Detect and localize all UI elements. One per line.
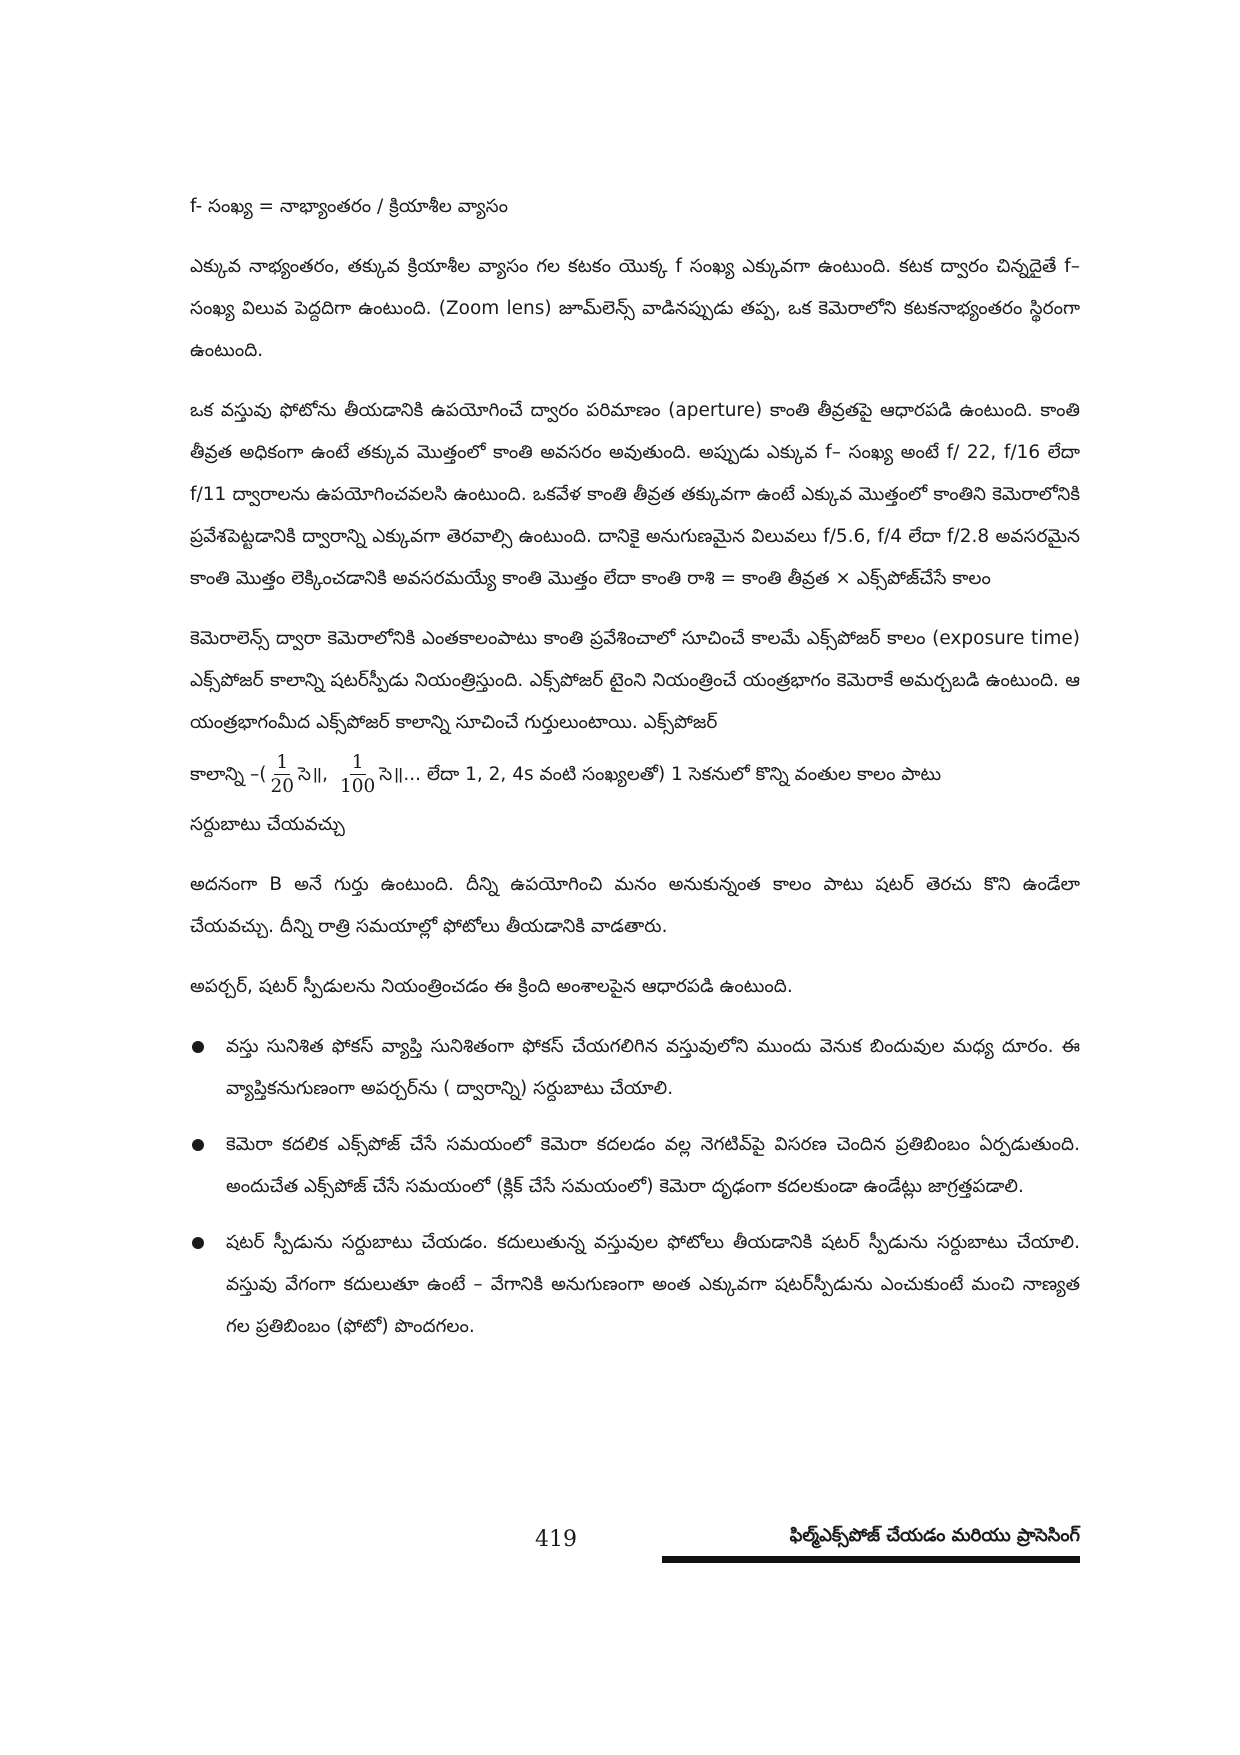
list-item (190, 1124, 1080, 1208)
paragraph-aperture: ఒక వస్తువు ఫోటోను తీయడానికి ఉపయోగించే ద్వారం పరిమాణం (aperture) కాంతి తీవ్రతపై ఆధారపడి ఉంటుంది. కాంతి తీవ్రత అధికంగా ఉంటే తక్కువ మొత్తంలో కాంతి అవసరం అవుతుంది. అప్పుడు ఎక్కువ f– సంఖ్య అంటే f/ 22, f/16 లేదా f/11 ద్వారాలను ఉపయోగించవలసి ఉంటుంది. ఒకవేళ కాంతి తీవ్రత తక్కువగా ఉంటే ఎక్కువ మొత్తంలో కాంతిని కెమెరాలోనికి ప్రవేశపెట్టడానికి ద్వారాన్ని ఎక్కువగా తెరవాల్సి ఉంటుంది. దానికై అనుగుణమైన విలువలు f/5.6, f/4 లేదా f/2.8 అవసరమైన కాంతి మొత్తం లెక్కించడానికి అవసరమయ్యే కాంతి మొత్తం లేదా కాంతి రాశి = కాంతి తీవ్రత × ఎక్స్‌పోజ్‌చేసే కాలం (190, 400, 1080, 589)
chapter-title: ఫిల్మ్‌ఎక్స్‌పోజ్ చేయడం మరియు ప్రాసెసింగ్ (789, 1525, 1080, 1546)
fraction-line-suffix: సె॥... లేదా 1, 2, 4s వంటి సంఖ్యలతో) 1 సెకనులో కొన్ని వంతుల కాలం పాటు (379, 764, 942, 785)
fraction-numerator: 1 (276, 751, 289, 773)
fraction-denominator: 100 (339, 775, 376, 797)
list-item (190, 1222, 1080, 1348)
list-item (190, 1026, 1080, 1110)
paragraph-bulb-mode: అదనంగా B అనే గుర్తు ఉంటుంది. దీన్ని ఉపయోగించి మనం అనుకున్నంత కాలం పాటు షటర్ తెరచు కొని ఉండేలా చేయవచ్చు. దీన్ని రాత్రి సమయాల్లో ఫోటోలు తీయడానికి వాడతారు. (190, 874, 1080, 937)
page-footer (190, 1525, 1080, 1565)
factors-list (190, 1026, 1080, 1348)
fraction-1-20 (268, 752, 296, 799)
bullet-icon (192, 1041, 204, 1053)
bullet-icon (192, 1237, 204, 1249)
f-number-formula: f- సంఖ్య = నాభ్యాంతరం / క్రియాశీల వ్యాసం (190, 196, 508, 217)
fraction-line (190, 746, 1080, 804)
bullet-icon (192, 1139, 204, 1151)
list-item-text: వస్తు సునిశిత ఫోకస్ వ్యాప్తి సునిశితంగా ఫోకస్ చేయగలిగిన వస్తువులోని ముందు వెనుక బిందువుల మధ్య దూరం. ఈ వ్యాప్తికనుగుణంగా అపర్చర్‌ను ( ద్వారాన్ని) సర్దుబాటు చేయాలి. (226, 1036, 1080, 1099)
paragraph-controls-intro: అపర్చర్, షటర్ స్పీడులను నియంత్రించడం ఈ క్రింది అంశాలపైన ఆధారపడి ఉంటుంది. (190, 976, 793, 997)
fraction-numerator: 1 (351, 751, 364, 773)
page-body (190, 190, 1080, 1362)
fraction-line-middle: సె॥, (298, 764, 328, 785)
fraction-line-prefix: కాలాన్ని –( (190, 764, 267, 785)
paragraph-adjustable: సర్దుబాటు చేయవచ్చు (190, 814, 345, 835)
paragraph-exposure-time: కెమెరాలెన్స్ ద్వారా కెమెరాలోనికి ఎంతకాలంపాటు కాంతి ప్రవేశించాలో సూచించే కాలమే ఎక్స్‌పోజర్ కాలం (exposure time) ఎక్స్‌పోజర్ కాలాన్ని షటర్‌స్పీడు నియంత్రిస్తుంది. ఎక్స్‌పోజర్ టైంని నియంత్రించే యంత్రభాగం కెమెరాకే అమర్చబడి ఉంటుంది. ఆ యంత్రభాగంమీద ఎక్స్‌పోజర్ కాలాన్ని సూచించే గుర్తులుంటాయి. ఎక్స్‌పోజర్ (190, 628, 1080, 733)
fraction-1-100 (338, 752, 377, 799)
paragraph-focal-length: ఎక్కువ నాభ్యంతరం, తక్కువ క్రియాశీల వ్యాసం గల కటకం యొక్క f సంఖ్య ఎక్కువగా ఉంటుంది. కటక ద్వారం చిన్నదైతే f– సంఖ్య విలువ పెద్దదిగా ఉంటుంది. (Zoom lens) జూమ్‌లెన్స్ వాడినప్పుడు తప్ప, ఒక కెమెరాలోని కటకనాభ్యంతరం స్థిరంగా ఉంటుంది. (190, 256, 1080, 361)
list-item-text: కెమెరా కదలిక ఎక్స్‌పోజ్ చేసే సమయంలో కెమెరా కదలడం వల్ల నెగటివ్‌పై విసరణ చెందిన ప్రతిబింబం ఏర్పడుతుంది. అందుచేత ఎక్స్‌పోజ్ చేసే సమయంలో (క్లిక్ చేసే సమయంలో) కెమెరా దృఢంగా కదలకుండా ఉండేట్లు జాగ్రత్తపడాలి. (226, 1134, 1080, 1197)
page-number: 419 (535, 1527, 577, 1552)
list-item-text: షటర్ స్పీడును సర్దుబాటు చేయడం. కదులుతున్న వస్తువుల ఫోటోలు తీయడానికి షటర్ స్పీడును సర్దుబాటు చేయాలి. వస్తువు వేగంగా కదులుతూ ఉంటే – వేగానికి అనుగుణంగా అంత ఎక్కువగా షటర్‌స్పీడును ఎంచుకుంటే మంచి నాణ్యత గల ప్రతిబింబం (ఫోటో) పొందగలం. (226, 1232, 1080, 1337)
fraction-denominator: 20 (270, 775, 295, 797)
footer-rule (662, 1556, 1080, 1563)
